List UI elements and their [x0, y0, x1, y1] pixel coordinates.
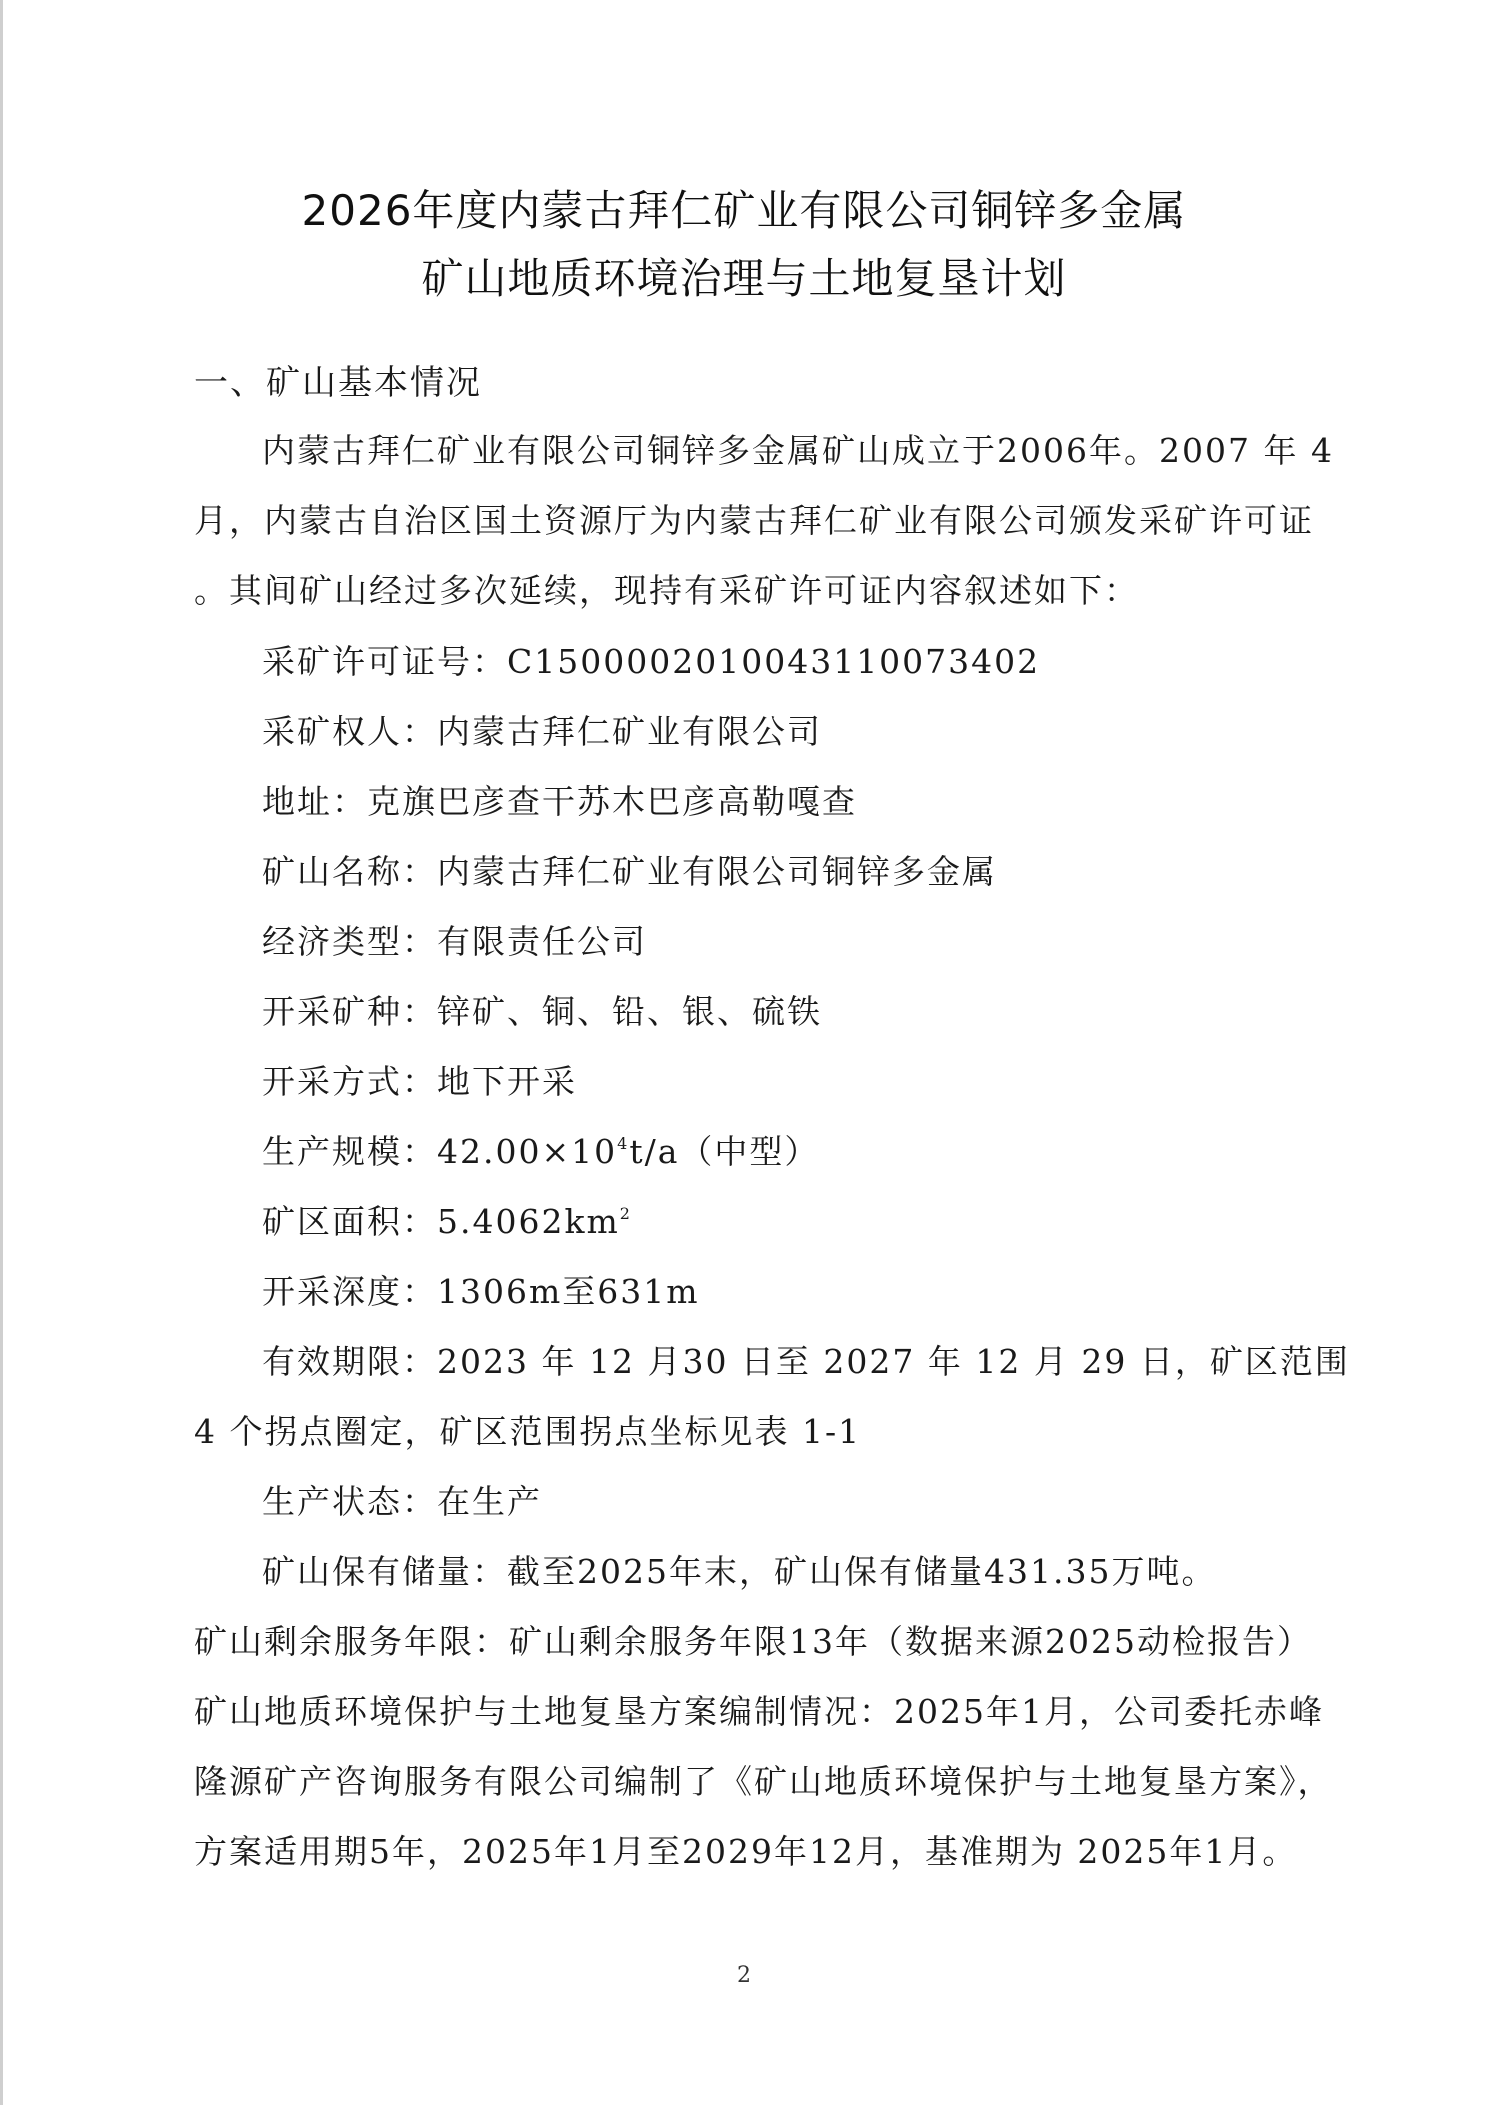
document-title-line-1: 2026年度内蒙古拜仁矿业有限公司铜锌多金属 — [301, 186, 1187, 235]
economic-type: 经济类型：有限责任公司 — [262, 922, 647, 961]
mine-area — [262, 1196, 1328, 1243]
intro-paragraph-line-1: 内蒙古拜仁矿业有限公司铜锌多金属矿山成立于2006年。2007 年 4 — [262, 431, 1334, 470]
intro-paragraph-line-3: 。其间矿山经过多次延续，现持有采矿许可证内容叙述如下： — [194, 571, 1139, 610]
plan-line-2: 隆源矿产咨询服务有限公司编制了《矿山地质环境保护与土地复垦方案》， — [194, 1762, 1333, 1801]
address: 地址：克旗巴彦查干苏木巴彦高勒嘎查 — [262, 782, 857, 821]
mine-area-value: 矿区面积：5.4062km — [262, 1202, 620, 1241]
production-scale-unit: t/a（中型） — [629, 1132, 820, 1171]
production-scale-value: 生产规模：42.00×10 — [262, 1132, 618, 1171]
license-number: 采矿许可证号：C1500002010043110073402 — [262, 642, 1041, 681]
mining-method: 开采方式：地下开采 — [262, 1062, 577, 1101]
validity-line-1: 有效期限：2023 年 12 月30 日至 2027 年 12 月 29 日，矿区范围 — [262, 1342, 1350, 1381]
document-title-line-2: 矿山地质环境治理与土地复垦计划 — [421, 254, 1067, 303]
validity-line-2: 4 个拐点圈定，矿区范围拐点坐标见表 1-1 — [194, 1412, 862, 1451]
plan-line-1: 矿山地质环境保护与土地复垦方案编制情况：2025年1月，公司委托赤峰 — [194, 1692, 1324, 1731]
intro-paragraph-line-2: 月，内蒙古自治区国土资源厅为内蒙古拜仁矿业有限公司颁发采矿许可证 — [194, 501, 1314, 540]
mining-depth: 开采深度：1306m至631m — [262, 1272, 700, 1311]
page-number: 2 — [737, 1963, 751, 1988]
mine-area-exponent: 2 — [619, 1204, 632, 1223]
mining-right-holder: 采矿权人：内蒙古拜仁矿业有限公司 — [262, 712, 822, 751]
scan-edge — [0, 0, 3, 2105]
mine-name: 矿山名称：内蒙古拜仁矿业有限公司铜锌多金属 — [262, 852, 997, 891]
production-scale-exponent: 4 — [617, 1134, 630, 1153]
production-scale — [262, 1126, 1328, 1173]
remaining-service-life: 矿山剩余服务年限：矿山剩余服务年限13年（数据来源2025动检报告） — [194, 1622, 1312, 1661]
production-status: 生产状态：在生产 — [262, 1482, 542, 1521]
section-heading: 一、矿山基本情况 — [194, 363, 482, 403]
mine-reserves: 矿山保有储量：截至2025年末，矿山保有储量431.35万吨。 — [262, 1552, 1217, 1591]
plan-line-3: 方案适用期5年，2025年1月至2029年12月，基准期为 2025年1月。 — [194, 1832, 1298, 1871]
mined-minerals: 开采矿种：锌矿、铜、铅、银、硫铁 — [262, 992, 822, 1031]
